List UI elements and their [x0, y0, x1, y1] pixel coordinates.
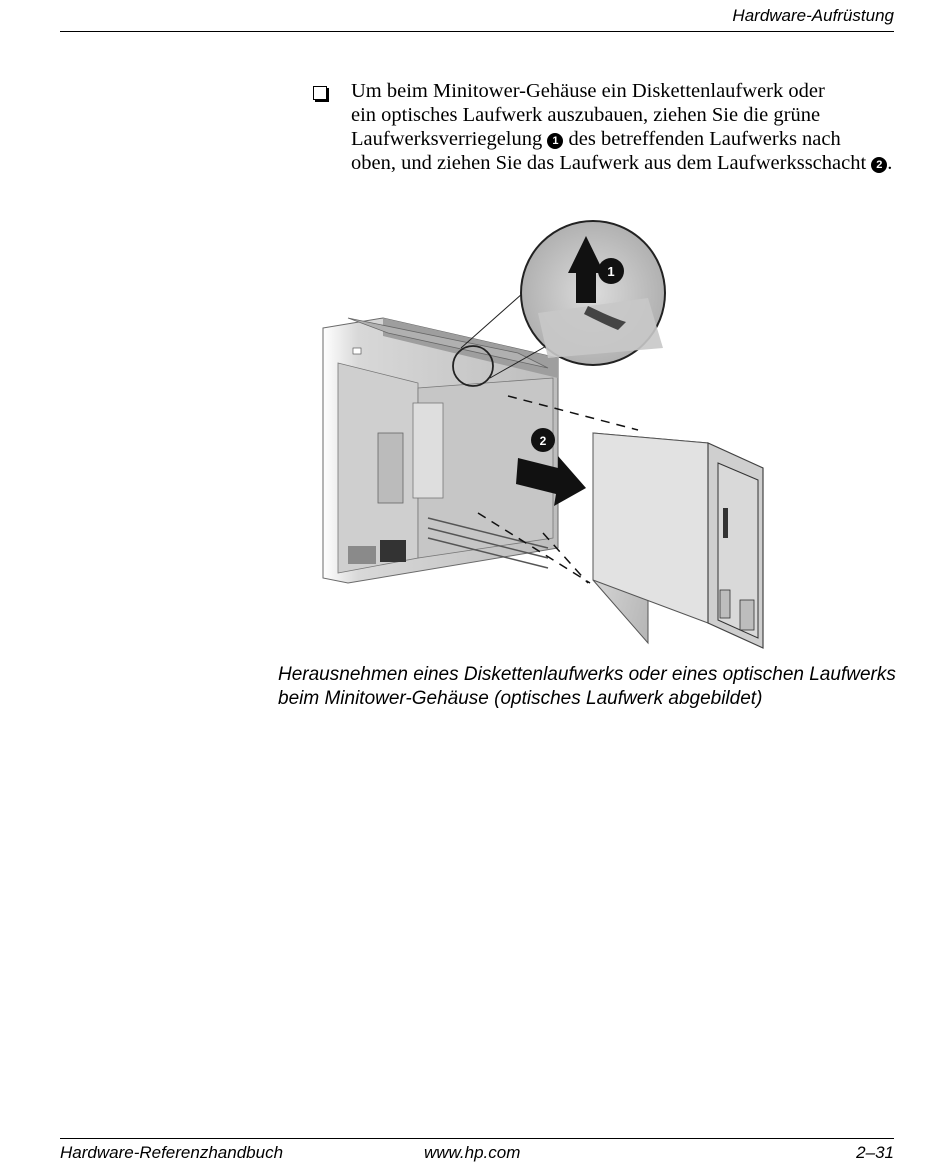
drive-removal-illustration	[318, 218, 768, 653]
instruction-text-fragment: oben, und ziehen Sie das Laufwerk aus dem Laufwerksschacht	[351, 152, 867, 174]
footer-page-number: 2–31	[856, 1143, 894, 1162]
caption-line-1: Herausnehmen eines Diskettenlaufwerks oder eines optischen Laufwerks	[278, 664, 896, 685]
instruction-line: ein optisches Laufwerk auszubauen, ziehen Sie die grüne	[351, 104, 821, 126]
optical-drive-shape	[593, 433, 763, 648]
chassis-shape	[323, 318, 558, 583]
figure-label-2: 2	[539, 434, 547, 448]
instruction-text-fragment: .	[887, 152, 893, 174]
instruction-line	[351, 127, 911, 151]
footer-url: www.hp.com	[424, 1143, 521, 1162]
header-rule	[60, 31, 894, 32]
instruction-text	[351, 79, 911, 175]
instruction-text-fragment: Laufwerksverriegelung	[351, 128, 543, 150]
figure-caption	[278, 663, 918, 711]
instruction-line: Um beim Minitower-Gehäuse ein Diskettenlaufwerk oder	[351, 80, 825, 102]
header-title: Hardware-Aufrüstung	[732, 6, 894, 25]
checkbox-bullet-icon	[313, 86, 327, 100]
callout-1-icon: 1	[547, 133, 563, 149]
figure-label-1: 1	[607, 264, 615, 279]
footer-manual-title: Hardware-Referenzhandbuch	[60, 1143, 284, 1162]
callout-2-icon: 2	[871, 157, 887, 173]
footer-rule	[60, 1138, 894, 1139]
illustration-svg	[318, 218, 768, 653]
instruction-text-fragment: des betreffenden Laufwerks nach	[568, 128, 841, 150]
instruction-line	[351, 151, 911, 175]
caption-line-2: beim Minitower-Gehäuse (optisches Laufwerk abgebildet)	[278, 688, 763, 709]
